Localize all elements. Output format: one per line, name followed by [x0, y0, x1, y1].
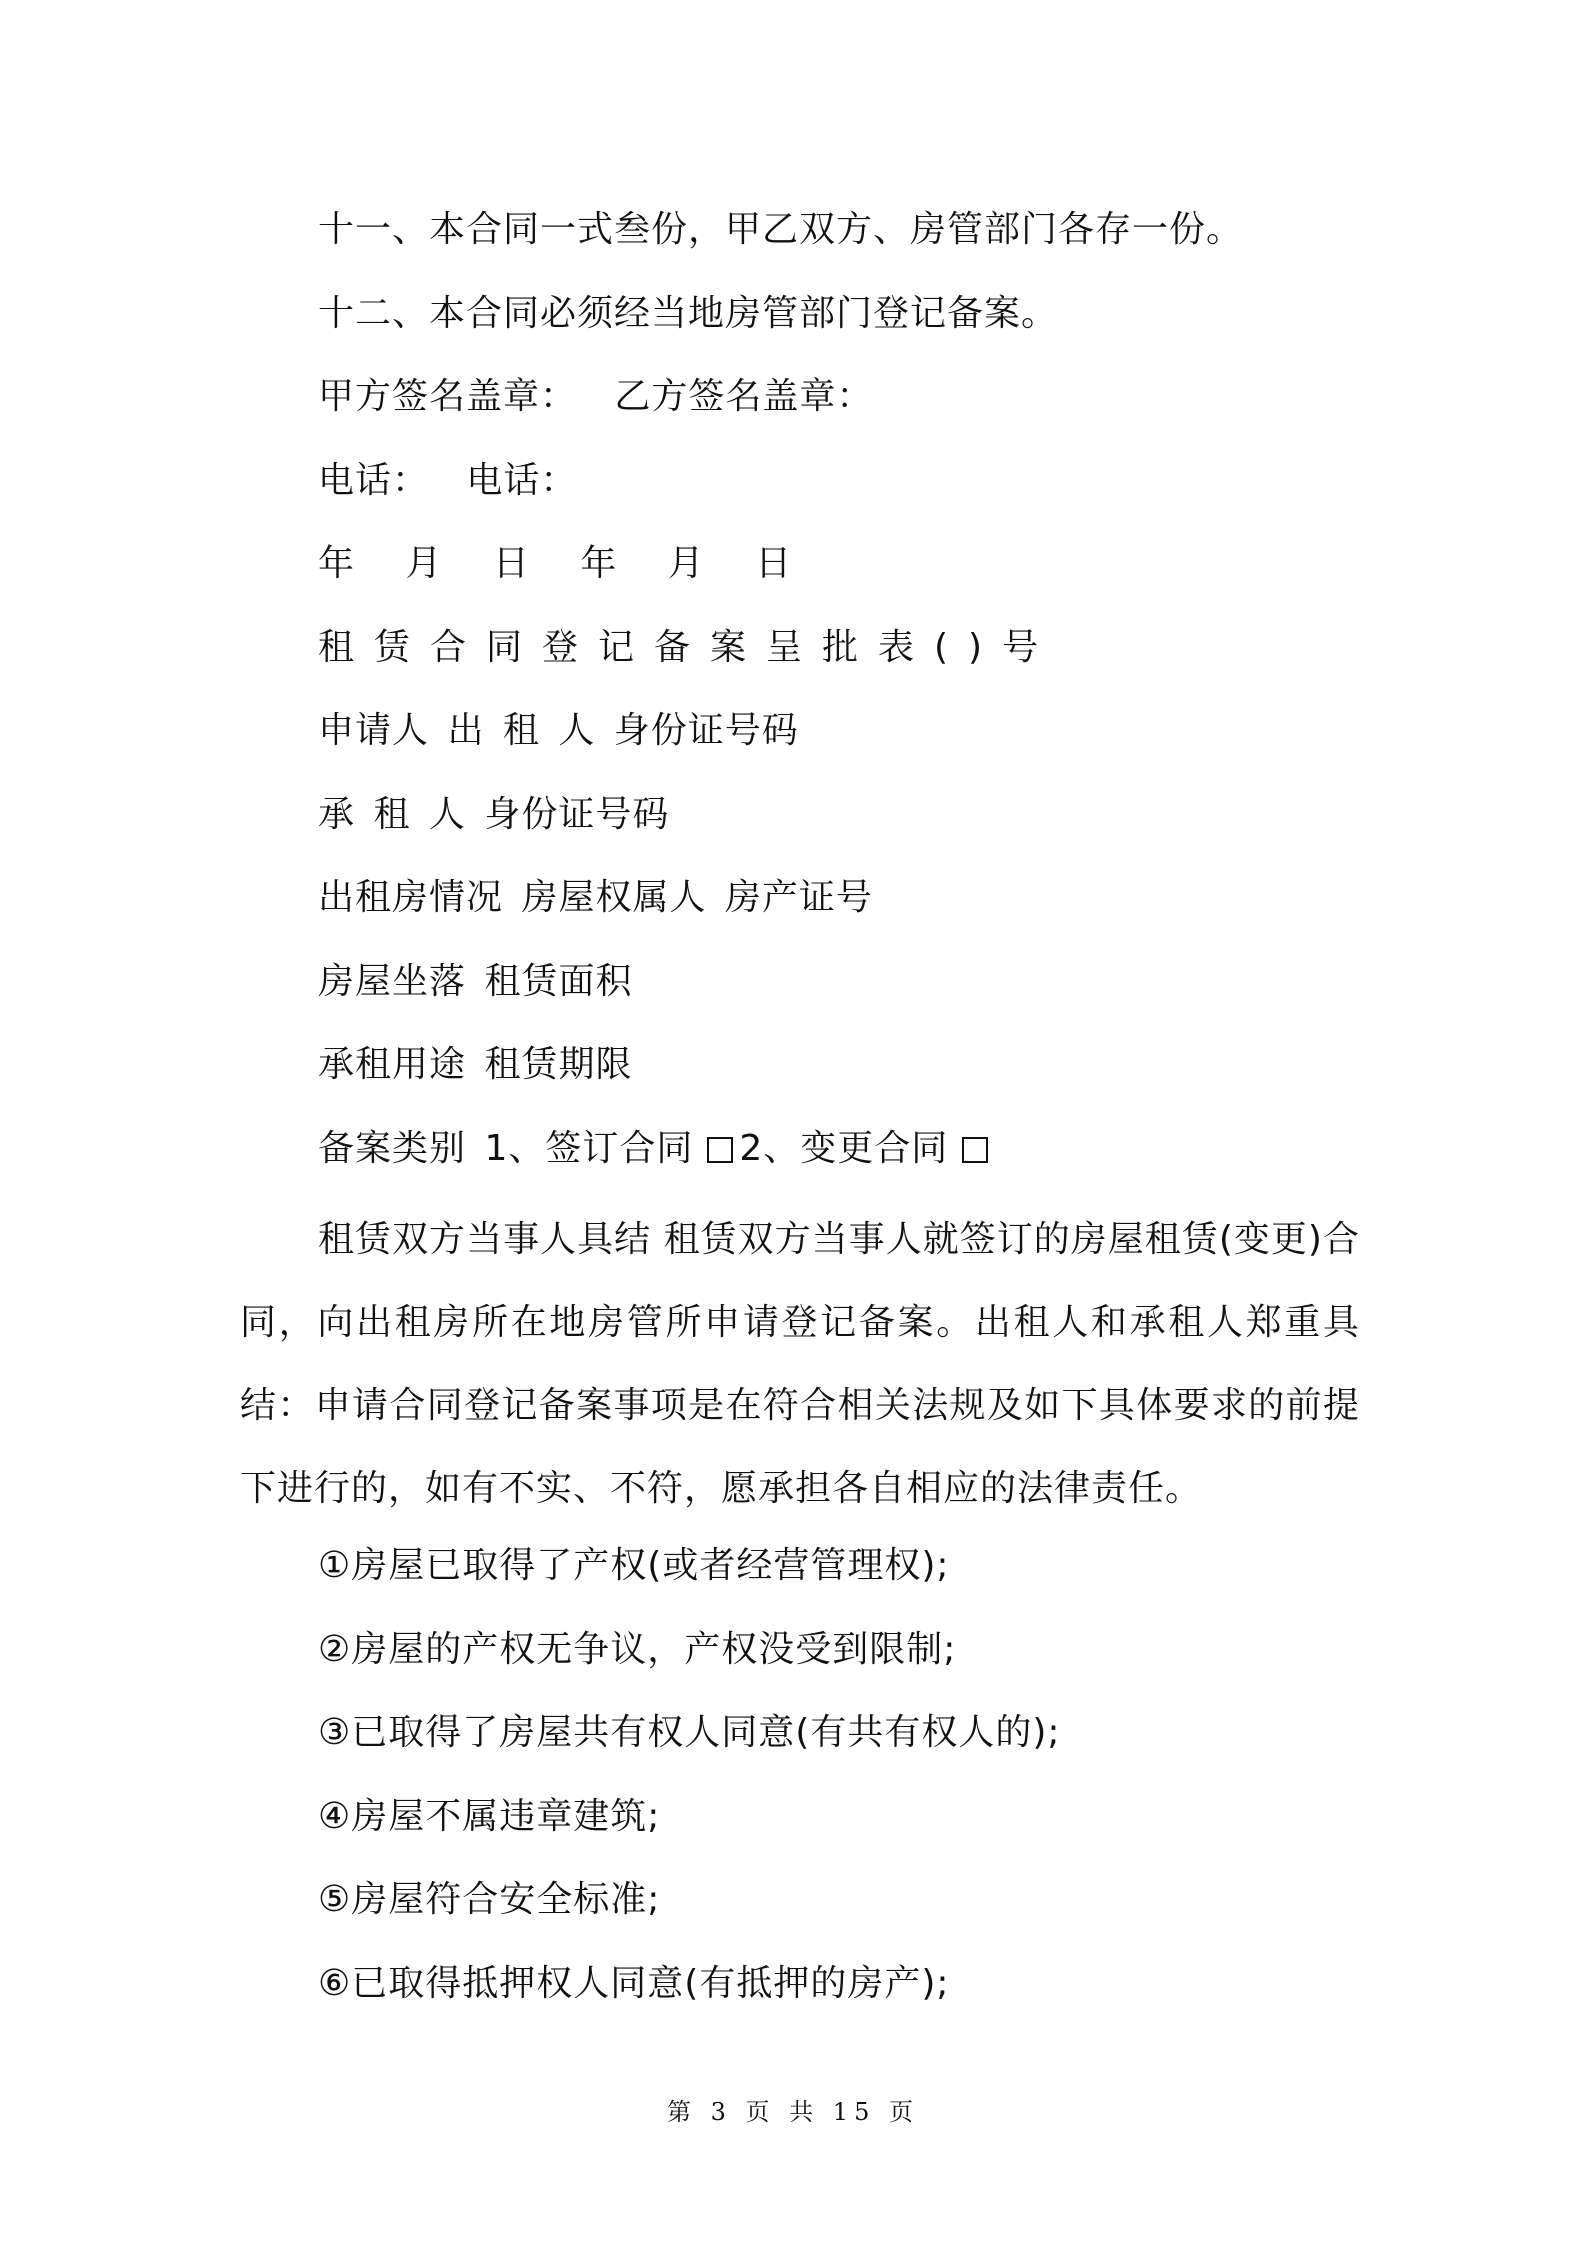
declaration-paragraph: 租赁双方当事人具结 租赁双方当事人就签订的房屋租赁(变更)合同，向出租房所在地房管所申请登记备案。出租人和承租人郑重具结：申请合同登记备案事项是在符合相关法规及如下具体要求的前提下进行的，如有不实、不符，愿承担各自相应的法律责任。 [240, 1219, 1360, 1509]
list-item: ③已取得了房屋共有权人同意(有共有权人的); [318, 1712, 1061, 1753]
location-line: 房屋坐落 租赁面积 [318, 961, 633, 1002]
form-title: 租赁合同登记备案呈批表()号 [318, 627, 1059, 668]
change-contract-checkbox[interactable] [962, 1137, 988, 1163]
list-item: ⑤房屋符合安全标准; [318, 1879, 661, 1920]
filing-type-label: 备案类别 1、签订合同 [318, 1128, 694, 1169]
list-item: ④房屋不属违章建筑; [318, 1796, 661, 1837]
list-item: ①房屋已取得了产权(或者经营管理权); [318, 1545, 950, 1586]
lessee-line: 承 租 人 身份证号码 [318, 794, 670, 835]
clause-12: 十二、本合同必须经当地房管部门登记备案。 [318, 293, 1059, 334]
signature-line: 甲方签名盖章： 乙方签名盖章： [318, 376, 874, 417]
date-line: 年 月 日 年 月 日 [318, 543, 812, 584]
filing-type-line [318, 1127, 994, 1171]
clause-11: 十一、本合同一式叁份，甲乙双方、房管部门各存一份。 [318, 209, 1244, 250]
page-number: 第 3 页 共 15 页 [667, 2098, 919, 2126]
applicant-line: 申请人 出 租 人 身份证号码 [318, 710, 799, 751]
list-item: ⑥已取得抵押权人同意(有抵押的房产); [318, 1963, 950, 2004]
usage-line: 承租用途 租赁期限 [318, 1044, 633, 1085]
property-line: 出租房情况 房屋权属人 房产证号 [318, 877, 873, 918]
list-item: ②房屋的产权无争议，产权没受到限制; [318, 1629, 957, 1670]
sign-contract-checkbox[interactable] [707, 1137, 733, 1163]
filing-type-option2: 2、变更合同 [739, 1128, 949, 1169]
phone-line: 电话： 电话： [318, 460, 578, 501]
